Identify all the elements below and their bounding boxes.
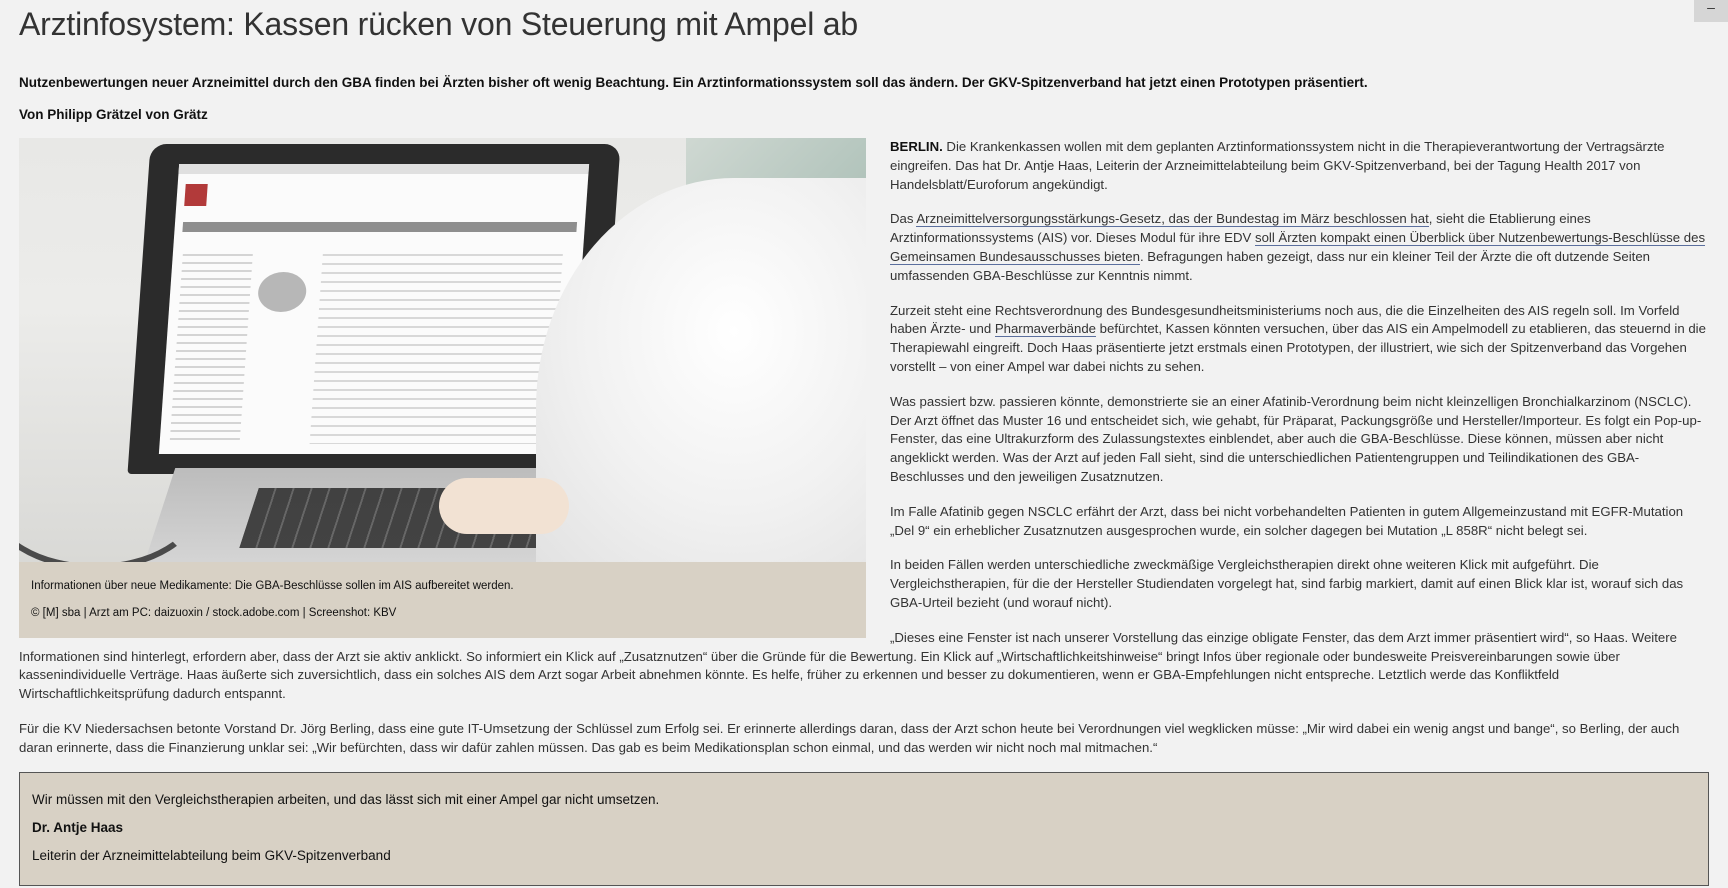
laptop-photo xyxy=(19,138,866,562)
article-author: Von Philipp Grätzel von Grätz xyxy=(19,107,208,122)
paragraph-1: BERLIN. Die Krankenkassen wollen mit dem geplanten Arztinformationssystem nicht in die Therapieverantwortung der Vertragsärzte eingreifen. Das hat Dr. Antje Haas, Leiterin der Arzneimittelabteilung beim GKV-Spitzenverband, bei der Tagung Health 2017 von Handelsblatt/Euroforum angekündigt. xyxy=(890,139,1665,192)
paragraph-7: „Dieses eine Fenster ist nach unserer Vorstellung das einzige obligate Fenster, das dem Arzt immer präsentiert wird“, so Haas. Weitere Informationen sind hinterlegt, erfordern aber, dass der Arzt sie aktiv anklickt. So informiert ein Klick auf „Zusatznutzen“ über die Gründe für die Bewertung. Ein Klick auf „Wirtschaftlichkeitshinweise“ bringt Infos über regionale oder bundesweite Preisvereinbarungen sowie über kassenindividuelle Verträge. Haas äußerte sich zuversichtlich, dass ein solches AIS dem Arzt sogar Arbeit abnehmen könnte. Es helfe, früher zu erkennen und besser zu dokumentieren, wenn er GBA-Empfehlungen nicht entspreche. Letztlich werde das Konfliktfeld Wirtschaftlichkeitsprüfung dadurch entspannt. xyxy=(19,629,1677,702)
quote-text: Wir müssen mit den Vergleichstherapien arbeiten, und das lässt sich mit einer Ampel gar nicht umsetzen. xyxy=(32,791,660,807)
screenshot-illustration xyxy=(159,164,589,454)
paragraph-3: Zurzeit steht eine Rechtsverordnung des Bundesgesundheitsministeriums noch aus, die die Einzelheiten des AIS regeln soll. Im Vorfeld haben Ärzte- und Pharmaverbände befürchtet, Kassen könnten versuchen, über das AIS ein Ampelmodell zu etablieren, das steuernd in die Therapiewahl eingreift. Doch Haas präsentierte jetzt erstmals einen Prototypen, der illustriert, wie sich der Spitzenverband das Vorgehen vorstellt – von einer Ampel war dabei nichts zu sehen. xyxy=(890,302,1706,374)
quote-author: Dr. Antje Haas xyxy=(32,819,124,835)
scroll-top-button[interactable]: – xyxy=(1694,0,1728,22)
caption-credit: © [M] sba | Arzt am PC: daizuoxin / stock.adobe.com | Screenshot: KBV xyxy=(31,607,397,619)
pull-quote xyxy=(19,772,1709,886)
paragraph-8: Für die KV Niedersachsen betonte Vorstand Dr. Jörg Berling, dass eine gute IT-Umsetzung der Schlüssel zum Erfolg sei. Er erinnerte allerdings daran, dass der Arzt schon heute bei Verordnungen viel wegklicken müsse: „Mir wird dabei ein wenig angst und bange“, so Berling, der auch daran erinnerte, dass die Finanzierung unklar sei: „Wir befürchten, dass wir dafür zahlen müssen. Das gab es beim Medikationsplan schon einmal, und das werden wir nicht noch mal mitmachen.“ xyxy=(19,720,1680,755)
quote-author-role: Leiterin der Arzneimittelabteilung beim GKV-Spitzenverband xyxy=(32,847,391,863)
article-lead: Nutzenbewertungen neuer Arzneimittel durch den GBA finden bei Ärzten bisher oft wenig Beachtung. Ein Arztinformationssystem soll das ändern. Der GKV-Spitzenverband hat jetzt einen Prototypen präsentiert. xyxy=(19,75,1368,90)
paragraph-6: In beiden Fällen werden unterschiedliche zweckmäßige Vergleichstherapien direkt ohne weiteren Klick mit aufgeführt. Die Vergleichstherapien, für die der Hersteller Studiendaten vorgelegt hat, sind farbig markiert, damit auf einen Blick klar ist, worauf sich das GBA-Urteil bezieht (und worauf nicht). xyxy=(890,557,1684,610)
dateline: BERLIN. xyxy=(890,139,943,154)
page-title: Arztinfosystem: Kassen rücken von Steuerung mit Ampel ab xyxy=(19,6,858,42)
paragraph-2: Das Arzneimittelversorgungsstärkungs-Gesetz, das der Bundestag im März beschlossen hat, sieht die Etablierung eines Arztinformationssystems (AIS) vor. Dieses Modul für ihre EDV soll Ärzten kompakt einen Überblick über Nutzenbewertungs-Beschlüsse des Gemeinsamen Bundesausschusses bieten. Befragungen haben gezeigt, dass nur ein kleiner Teil der Ärzte die oft dutzende Seiten umfassenden GBA-Beschlüsse zur Kenntnis nimmt. xyxy=(890,211,1706,283)
article-figure xyxy=(19,138,866,638)
paragraph-4: Was passiert bzw. passieren könnte, demonstrierte sie an einer Afatinib-Verordnung beim nicht kleinzelligen Bronchialkarzinom (NSCLC). Der Arzt öffnet das Muster 16 und entscheidet sich, wie gehabt, für Präparat, Packungsgröße und Hersteller/Importeur. Es folgt ein Pop-up-Fenster, das eine Ultrakurzform des Zulassungstextes einblendet, aber auch die GBA-Beschlüsse. Diese können, müssen aber nicht angeklickt werden. Was der Arzt auf jeden Fall sieht, sind die unterschiedlichen Patientengruppen und Teilindikationen des GBA-Beschlusses und den jeweiligen Zusatznutzen. xyxy=(890,393,1702,484)
link-amvsg[interactable]: Arzneimittelversorgungsstärkungs-Gesetz, das der Bundestag im März beschlossen hat xyxy=(916,211,1429,227)
link-pharmaverbaende[interactable]: Pharmaverbände xyxy=(994,321,1097,337)
link-ais-overview[interactable]: soll Ärzten kompakt einen Überblick über Nutzenbewertungs-Beschlüsse des Gemeinsamen Bundesausschusses bieten xyxy=(890,230,1706,264)
figure-caption xyxy=(19,562,866,638)
caption-text: Informationen über neue Medikamente: Die GBA-Beschlüsse sollen im AIS aufbereitet werden. xyxy=(31,580,514,592)
paragraph-5: Im Falle Afatinib gegen NSCLC erfährt der Arzt, dass bei nicht vorbehandelten Patienten in gutem Allgemeinzustand mit EGFR-Mutation „Del 9“ ein erheblicher Zusatznutzen ausgesprochen wurde, ein solcher dagegen bei Mutation „L 858R“ nicht belegt sei. xyxy=(890,503,1684,538)
kbv-logo xyxy=(184,184,208,206)
